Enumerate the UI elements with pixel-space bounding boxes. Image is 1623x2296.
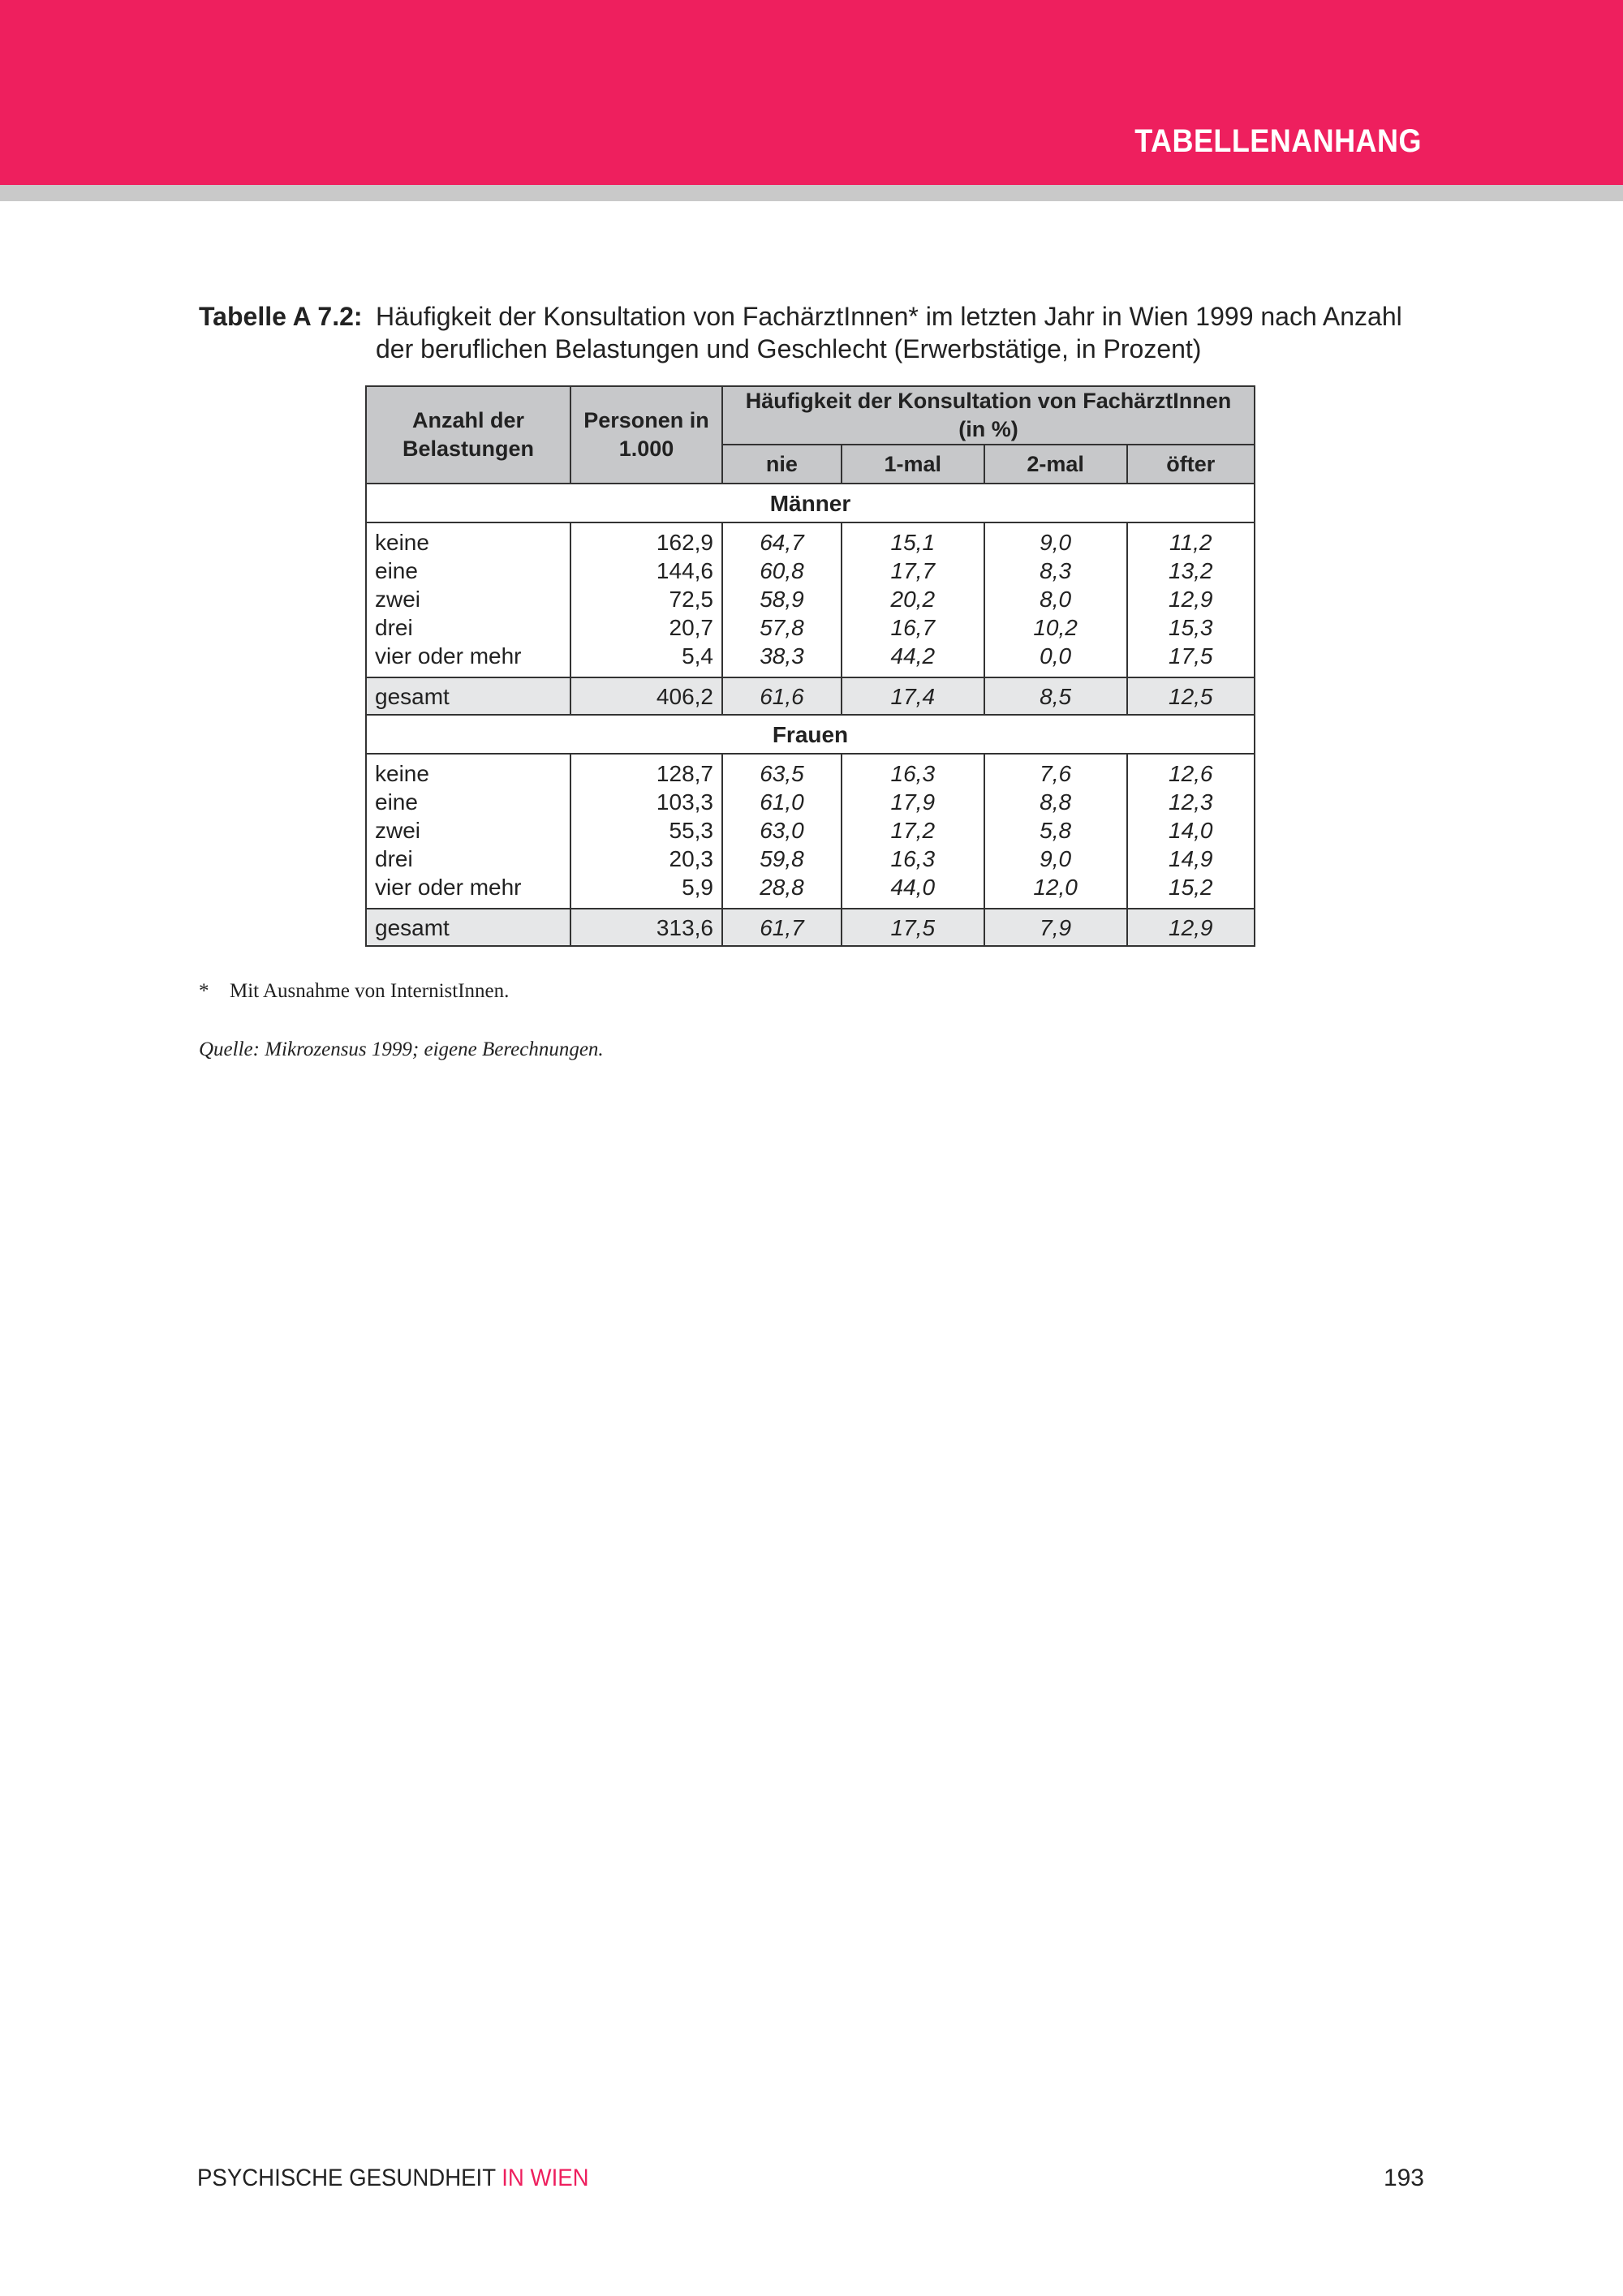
cell-2-mal: 5,8 xyxy=(984,816,1127,845)
total-row-maenner xyxy=(366,677,1255,715)
caption-text: Häufigkeit der Konsultation von FachärztInnen* im letzten Jahr in Wien 1999 nach Anzahl der beruflichen Belastungen und Geschlecht (Erwerbstätige, in Prozent) xyxy=(376,302,1402,363)
section-title-maenner: Männer xyxy=(366,484,1255,522)
cell-personen: 5,9 xyxy=(570,873,722,909)
cell-2-mal: 10,2 xyxy=(984,613,1127,642)
cell-2-mal: 9,0 xyxy=(984,845,1127,873)
cell-2-mal: 8,5 xyxy=(984,677,1127,715)
cell-personen: 313,6 xyxy=(570,909,722,946)
cell-1-mal: 20,2 xyxy=(842,585,984,613)
table-row xyxy=(366,585,1255,613)
table-row xyxy=(366,845,1255,873)
table-row xyxy=(366,642,1255,677)
row-label: drei xyxy=(366,845,570,873)
cell-nie: 60,8 xyxy=(722,557,842,585)
row-label: zwei xyxy=(366,816,570,845)
cell-2-mal: 7,6 xyxy=(984,754,1127,788)
data-table xyxy=(365,385,1255,947)
header-anzahl: Anzahl der Belastungen xyxy=(366,386,570,484)
section-title-frauen: Frauen xyxy=(366,715,1255,754)
page-number: 193 xyxy=(1383,2165,1424,2191)
footnote xyxy=(199,980,509,1003)
header-stripe xyxy=(0,185,1623,201)
cell-1-mal: 17,4 xyxy=(842,677,984,715)
cell-oefter: 17,5 xyxy=(1127,642,1255,677)
caption-label: Tabelle A 7.2: xyxy=(199,302,363,331)
row-label: zwei xyxy=(366,585,570,613)
cell-personen: 128,7 xyxy=(570,754,722,788)
cell-oefter: 13,2 xyxy=(1127,557,1255,585)
cell-2-mal: 7,9 xyxy=(984,909,1127,946)
section-row-maenner xyxy=(366,484,1255,522)
table-row xyxy=(366,613,1255,642)
table-head xyxy=(366,386,1255,484)
cell-oefter: 11,2 xyxy=(1127,522,1255,557)
header-row-top xyxy=(366,386,1255,445)
cell-personen: 55,3 xyxy=(570,816,722,845)
table-row xyxy=(366,754,1255,788)
cell-nie: 63,5 xyxy=(722,754,842,788)
footer-title-main: PSYCHISCHE GESUNDHEIT xyxy=(197,2165,496,2191)
cell-nie: 63,0 xyxy=(722,816,842,845)
row-label: vier oder mehr xyxy=(366,873,570,909)
row-label: keine xyxy=(366,522,570,557)
row-label: eine xyxy=(366,788,570,816)
row-label: gesamt xyxy=(366,909,570,946)
header-haeufigkeit: Häufigkeit der Konsultation von FachärztInnen (in %) xyxy=(722,386,1255,445)
cell-oefter: 12,9 xyxy=(1127,585,1255,613)
cell-oefter: 12,5 xyxy=(1127,677,1255,715)
cell-1-mal: 17,2 xyxy=(842,816,984,845)
cell-nie: 57,8 xyxy=(722,613,842,642)
cell-personen: 144,6 xyxy=(570,557,722,585)
cell-2-mal: 12,0 xyxy=(984,873,1127,909)
cell-1-mal: 16,3 xyxy=(842,845,984,873)
table-row xyxy=(366,557,1255,585)
cell-1-mal: 17,7 xyxy=(842,557,984,585)
cell-2-mal: 8,8 xyxy=(984,788,1127,816)
cell-2-mal: 0,0 xyxy=(984,642,1127,677)
cell-1-mal: 16,7 xyxy=(842,613,984,642)
cell-personen: 20,3 xyxy=(570,845,722,873)
footnote-marker: * xyxy=(199,980,209,1002)
header-1-mal: 1-mal xyxy=(842,445,984,484)
table-row xyxy=(366,873,1255,909)
cell-2-mal: 8,3 xyxy=(984,557,1127,585)
cell-1-mal: 16,3 xyxy=(842,754,984,788)
cell-personen: 72,5 xyxy=(570,585,722,613)
footnote-text: Mit Ausnahme von InternistInnen. xyxy=(230,980,510,1002)
cell-oefter: 14,0 xyxy=(1127,816,1255,845)
section-row-frauen xyxy=(366,715,1255,754)
table-row xyxy=(366,522,1255,557)
total-row-frauen xyxy=(366,909,1255,946)
table-row xyxy=(366,816,1255,845)
cell-nie: 38,3 xyxy=(722,642,842,677)
cell-oefter: 15,2 xyxy=(1127,873,1255,909)
cell-1-mal: 15,1 xyxy=(842,522,984,557)
table-caption xyxy=(199,300,1416,365)
table-row xyxy=(366,788,1255,816)
cell-nie: 58,9 xyxy=(722,585,842,613)
cell-oefter: 14,9 xyxy=(1127,845,1255,873)
cell-2-mal: 8,0 xyxy=(984,585,1127,613)
cell-oefter: 12,3 xyxy=(1127,788,1255,816)
header-nie: nie xyxy=(722,445,842,484)
source-note: Quelle: Mikrozensus 1999; eigene Berechnungen. xyxy=(199,1038,604,1060)
row-label: vier oder mehr xyxy=(366,642,570,677)
footer-publication-title xyxy=(197,2165,589,2192)
cell-nie: 64,7 xyxy=(722,522,842,557)
cell-1-mal: 44,0 xyxy=(842,873,984,909)
cell-1-mal: 17,9 xyxy=(842,788,984,816)
header-personen: Personen in 1.000 xyxy=(570,386,722,484)
header-2-mal: 2-mal xyxy=(984,445,1127,484)
cell-personen: 20,7 xyxy=(570,613,722,642)
row-label: keine xyxy=(366,754,570,788)
section-title: TABELLENANHANG xyxy=(1134,123,1422,159)
cell-nie: 28,8 xyxy=(722,873,842,909)
cell-personen: 5,4 xyxy=(570,642,722,677)
row-label: gesamt xyxy=(366,677,570,715)
cell-personen: 103,3 xyxy=(570,788,722,816)
cell-1-mal: 44,2 xyxy=(842,642,984,677)
cell-nie: 61,7 xyxy=(722,909,842,946)
table-body xyxy=(366,484,1255,946)
cell-nie: 61,0 xyxy=(722,788,842,816)
cell-2-mal: 9,0 xyxy=(984,522,1127,557)
cell-oefter: 15,3 xyxy=(1127,613,1255,642)
row-label: drei xyxy=(366,613,570,642)
cell-nie: 61,6 xyxy=(722,677,842,715)
footer-title-accent: IN WIEN xyxy=(502,2165,589,2191)
row-label: eine xyxy=(366,557,570,585)
cell-1-mal: 17,5 xyxy=(842,909,984,946)
cell-personen: 406,2 xyxy=(570,677,722,715)
cell-oefter: 12,6 xyxy=(1127,754,1255,788)
cell-oefter: 12,9 xyxy=(1127,909,1255,946)
header-oefter: öfter xyxy=(1127,445,1255,484)
cell-personen: 162,9 xyxy=(570,522,722,557)
cell-nie: 59,8 xyxy=(722,845,842,873)
